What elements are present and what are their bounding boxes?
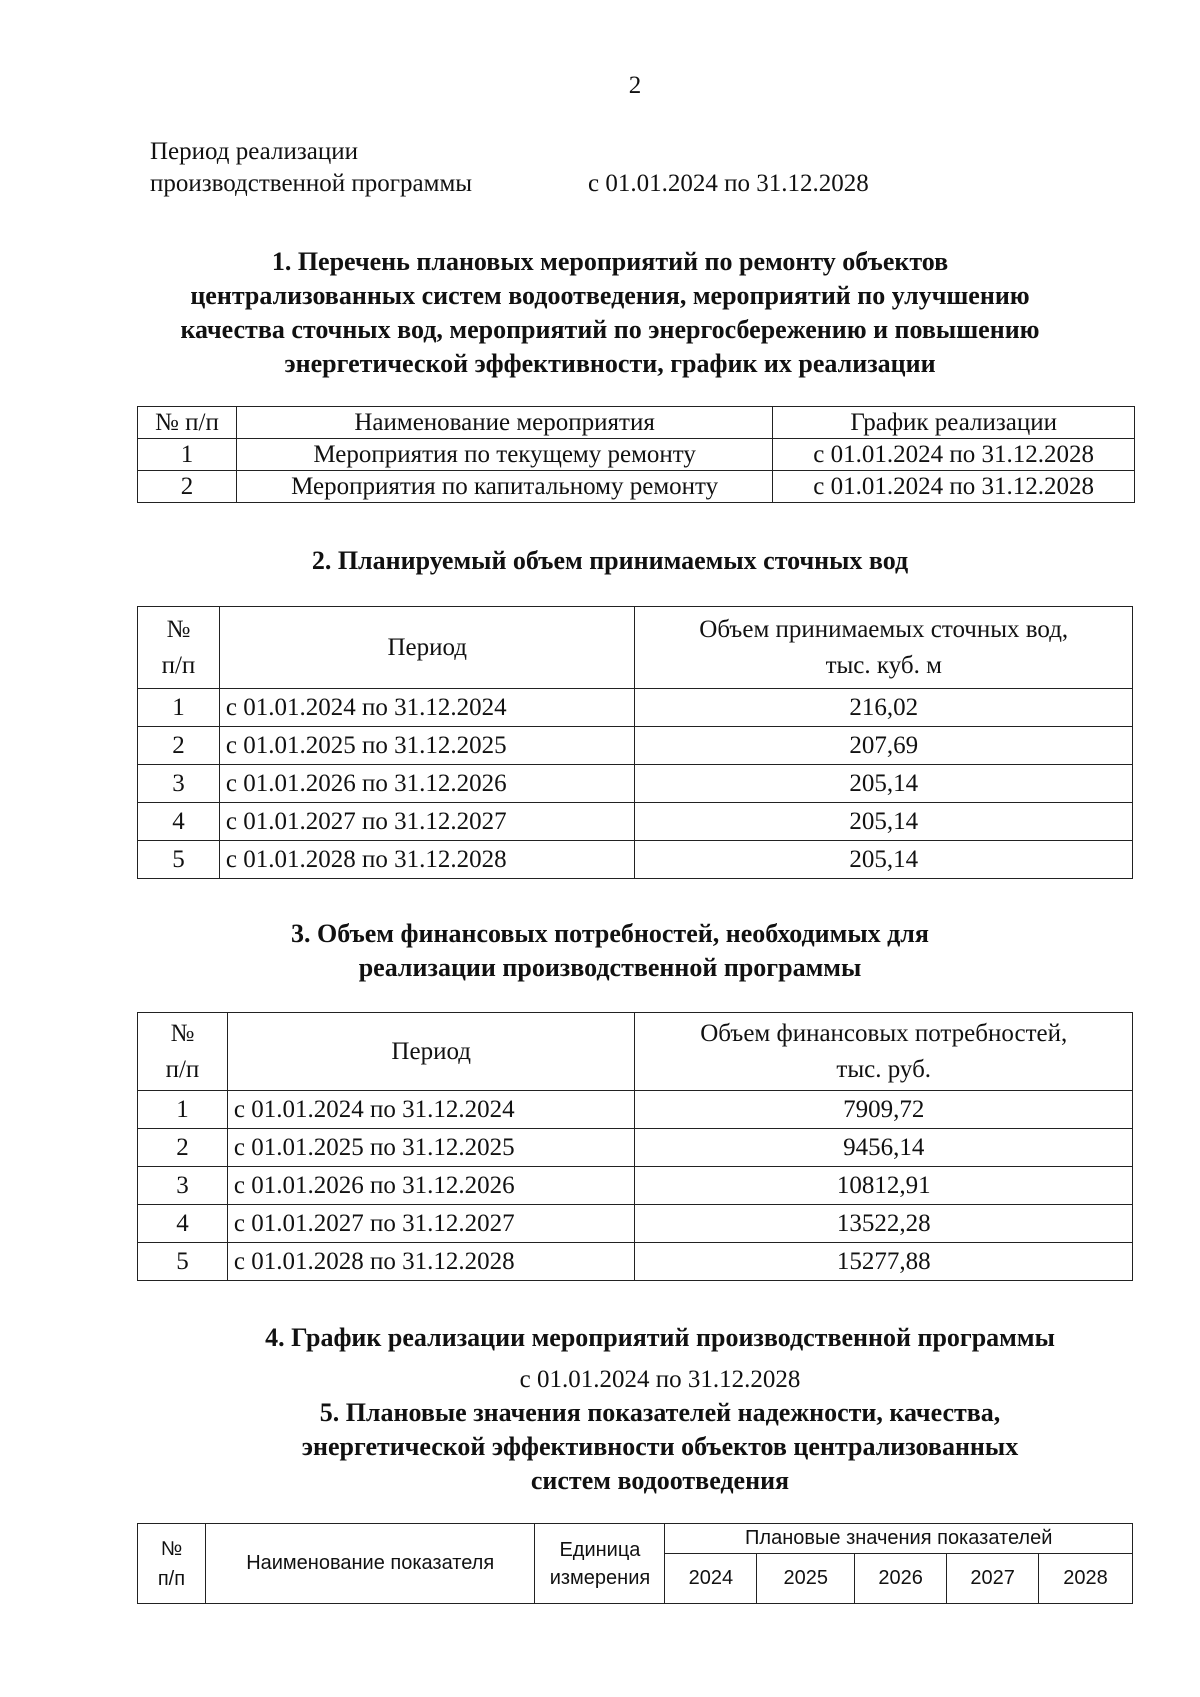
col-header-number xyxy=(138,1524,206,1604)
section1-title-line: централизованных систем водоотведения, мероприятий по улучшению xyxy=(190,281,1030,310)
cell-financial-needs: 13522,28 xyxy=(635,1205,1133,1243)
cell-financial-needs: 15277,88 xyxy=(635,1243,1133,1281)
cell-number: 5 xyxy=(138,1243,228,1281)
section3-title-line: реализации производственной программы xyxy=(358,953,862,982)
table-row xyxy=(138,803,1133,841)
col-header-indicator-name: Наименование показателя xyxy=(205,1524,535,1604)
section3-table xyxy=(137,1012,1133,1281)
table-header-row xyxy=(138,1524,1133,1554)
table-header-row xyxy=(138,407,1135,439)
cell-volume: 205,14 xyxy=(635,765,1133,803)
table-row xyxy=(138,439,1135,471)
page-number: 2 xyxy=(628,72,642,99)
col-header-number-line: № xyxy=(170,1019,195,1047)
program-period-label-line1: Период реализации xyxy=(150,138,358,165)
col-header-schedule: График реализации xyxy=(773,407,1135,439)
cell-period: с 01.01.2026 по 31.12.2026 xyxy=(219,765,635,803)
col-header-year: 2024 xyxy=(665,1554,757,1604)
section4-title: 4. График реализации мероприятий производственной программы xyxy=(265,1323,1055,1352)
table-row xyxy=(138,1129,1133,1167)
cell-number: 2 xyxy=(138,727,220,765)
cell-volume: 205,14 xyxy=(635,803,1133,841)
table-row xyxy=(138,1243,1133,1281)
cell-period: с 01.01.2024 по 31.12.2024 xyxy=(219,689,635,727)
cell-period: с 01.01.2028 по 31.12.2028 xyxy=(219,841,635,879)
cell-number: 5 xyxy=(138,841,220,879)
col-header-number-line: п/п xyxy=(157,1567,186,1590)
col-header-number-line: п/п xyxy=(165,1055,200,1083)
col-header-number-line: № xyxy=(166,615,191,643)
cell-volume: 207,69 xyxy=(635,727,1133,765)
col-header-volume xyxy=(635,607,1133,689)
col-header-number-line: п/п xyxy=(161,651,196,679)
table-row xyxy=(138,1091,1133,1129)
table-row xyxy=(138,765,1133,803)
section1-table xyxy=(137,406,1135,503)
cell-period: с 01.01.2024 по 31.12.2024 xyxy=(227,1091,635,1129)
section5-title-line: энергетической эффективности объектов централизованных xyxy=(301,1432,1019,1461)
cell-volume: 216,02 xyxy=(635,689,1133,727)
col-header-number-line: № xyxy=(160,1537,183,1560)
cell-number: 1 xyxy=(138,439,237,471)
program-period-value: с 01.01.2024 по 31.12.2028 xyxy=(588,170,869,197)
section1-title-line: 1. Перечень плановых мероприятий по ремонту объектов xyxy=(271,247,949,276)
table-row xyxy=(138,471,1135,503)
cell-period: с 01.01.2025 по 31.12.2025 xyxy=(227,1129,635,1167)
cell-event-name: Мероприятия по капитальному ремонту xyxy=(236,471,772,503)
col-header-period: Период xyxy=(219,607,635,689)
col-header-volume-line: тыс. куб. м xyxy=(825,651,942,679)
table-row xyxy=(138,1167,1133,1205)
cell-volume: 205,14 xyxy=(635,841,1133,879)
cell-financial-needs: 10812,91 xyxy=(635,1167,1133,1205)
col-header-year: 2027 xyxy=(947,1554,1039,1604)
col-header-financial-needs xyxy=(635,1013,1133,1091)
col-header-year: 2025 xyxy=(757,1554,855,1604)
col-header-period: Период xyxy=(227,1013,635,1091)
col-header-financial-needs-line: тыс. руб. xyxy=(836,1055,932,1083)
section3-title xyxy=(130,917,1090,985)
section2-title: 2. Планируемый объем принимаемых сточных вод xyxy=(311,546,909,575)
col-header-number xyxy=(138,1013,228,1091)
cell-financial-needs: 9456,14 xyxy=(635,1129,1133,1167)
section3-title-line: 3. Объем финансовых потребностей, необходимых для xyxy=(291,919,929,948)
cell-number: 2 xyxy=(138,1129,228,1167)
section2-table xyxy=(137,606,1133,879)
cell-number: 3 xyxy=(138,1167,228,1205)
col-header-number xyxy=(138,607,220,689)
col-header-volume-line: Объем принимаемых сточных вод, xyxy=(699,615,1069,643)
col-header-unit xyxy=(535,1524,665,1604)
col-header-unit-line: Единица xyxy=(559,1538,641,1561)
cell-period: с 01.01.2027 по 31.12.2027 xyxy=(219,803,635,841)
col-header-year: 2026 xyxy=(855,1554,947,1604)
cell-number: 1 xyxy=(138,1091,228,1129)
col-header-unit-line: измерения xyxy=(549,1566,651,1589)
col-header-event-name: Наименование мероприятия xyxy=(236,407,772,439)
table-header-row xyxy=(138,1013,1133,1091)
section1-title xyxy=(130,245,1090,381)
cell-schedule: с 01.01.2024 по 31.12.2028 xyxy=(773,471,1135,503)
cell-number: 1 xyxy=(138,689,220,727)
table-header-row xyxy=(138,607,1133,689)
section5-title-line: 5. Плановые значения показателей надежности, качества, xyxy=(319,1398,1001,1427)
cell-number: 2 xyxy=(138,471,237,503)
cell-schedule: с 01.01.2024 по 31.12.2028 xyxy=(773,439,1135,471)
cell-number: 4 xyxy=(138,803,220,841)
col-header-number: № п/п xyxy=(138,407,237,439)
col-header-planned-values: Плановые значения показателей xyxy=(665,1524,1133,1554)
cell-number: 3 xyxy=(138,765,220,803)
section5-title-line: систем водоотведения xyxy=(530,1466,790,1495)
section4-period: с 01.01.2024 по 31.12.2028 xyxy=(519,1366,801,1393)
table-row xyxy=(138,841,1133,879)
table-row xyxy=(138,689,1133,727)
table-row xyxy=(138,727,1133,765)
col-header-year: 2028 xyxy=(1039,1554,1133,1604)
section1-title-line: энергетической эффективности, график их реализации xyxy=(284,349,936,378)
cell-period: с 01.01.2026 по 31.12.2026 xyxy=(227,1167,635,1205)
cell-financial-needs: 7909,72 xyxy=(635,1091,1133,1129)
cell-period: с 01.01.2025 по 31.12.2025 xyxy=(219,727,635,765)
cell-number: 4 xyxy=(138,1205,228,1243)
cell-event-name: Мероприятия по текущему ремонту xyxy=(236,439,772,471)
cell-period: с 01.01.2027 по 31.12.2027 xyxy=(227,1205,635,1243)
col-header-financial-needs-line: Объем финансовых потребностей, xyxy=(700,1019,1068,1047)
section1-title-line: качества сточных вод, мероприятий по энергосбережению и повышению xyxy=(180,315,1040,344)
section5-table xyxy=(137,1523,1133,1604)
section5-title xyxy=(160,1396,1160,1498)
program-period-label-line2: производственной программы xyxy=(150,170,473,197)
cell-period: с 01.01.2028 по 31.12.2028 xyxy=(227,1243,635,1281)
table-row xyxy=(138,1205,1133,1243)
